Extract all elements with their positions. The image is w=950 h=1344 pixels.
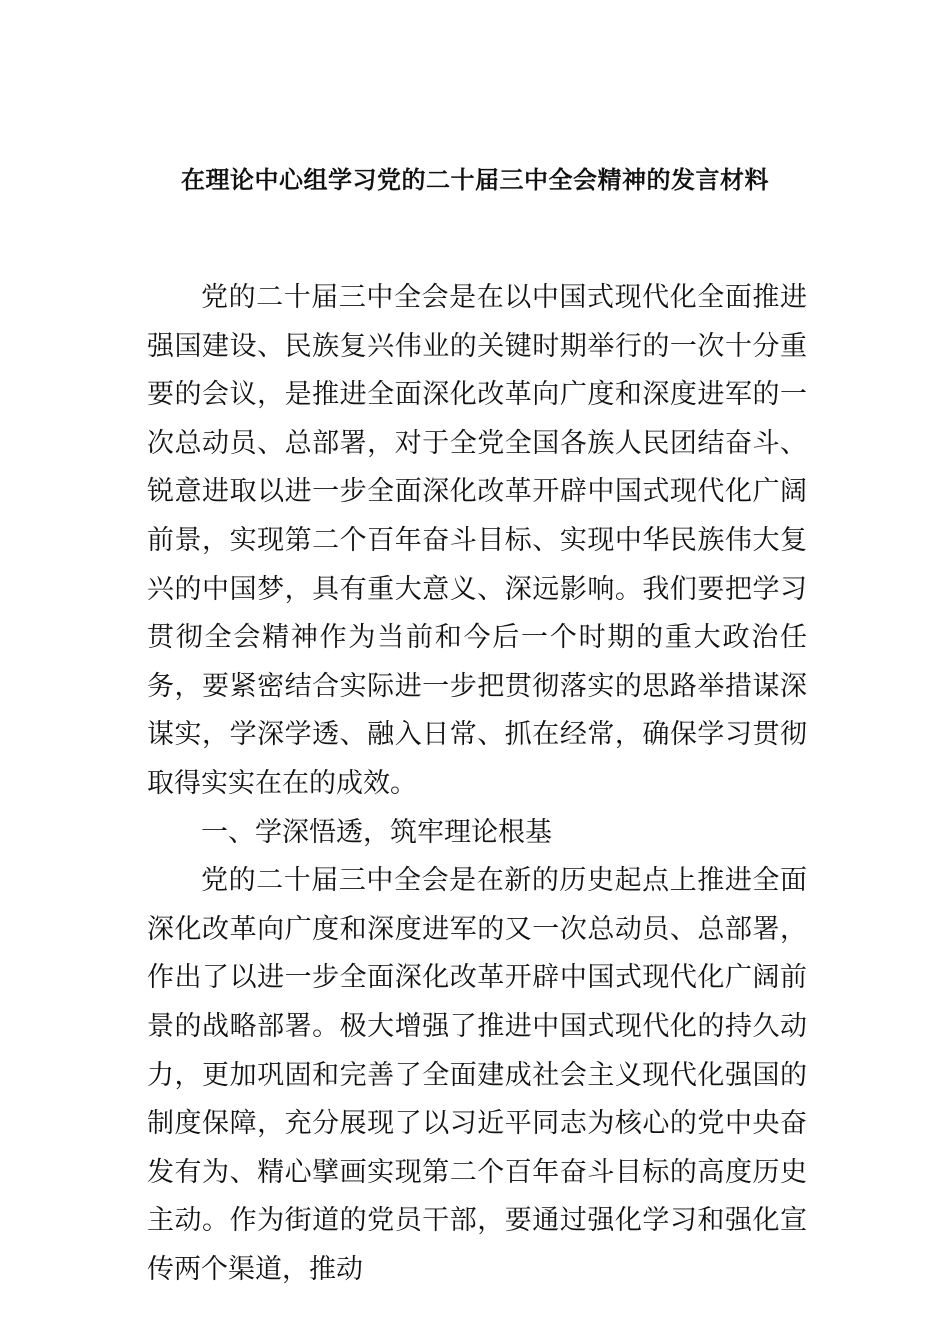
paragraph-section-1: 党的二十届三中全会是在新的历史起点上推进全面深化改革向广度和深度进军的又一次总动员、总部署，作出了以进一步全面深化改革开辟中国式现代化广阔前景的战略部署。极大增强了推进中国式现代化的持久动力，更加巩固和完善了全面建成社会主义现代化强国的制度保障，充分展现了以习近平同志为核心的党中央奋发有为、精心擘画实现第二个百年奋斗目标的高度历史主动。作为街道的党员干部，要通过强化学习和强化宣传两个渠道，推动 bbox=[147, 865, 807, 1285]
document-title: 在理论中心组学习党的二十届三中全会精神的发言材料 bbox=[181, 166, 769, 194]
paragraph-intro: 党的二十届三中全会是在以中国式现代化全面推进强国建设、民族复兴伟业的关键时期举行的一次十分重要的会议，是推进全面深化改革向广度和深度进军的一次总动员、总部署，对于全党全国各族人民团结奋斗、锐意进取以进一步全面深化改革开辟中国式现代化广阔前景，实现第二个百年奋斗目标、实现中华民族伟大复兴的中国梦，具有重大意义、深远影响。我们要把学习贯彻全会精神作为当前和今后一个时期的重大政治任务，要紧密结合实际进一步把贯彻落实的思路举措谋深谋实，学深学透、融入日常、抓在经常，确保学习贯彻取得实实在在的成效。 bbox=[147, 282, 807, 799]
section-heading: 一、学深悟透，筑牢理论根基 bbox=[201, 816, 552, 848]
document-body bbox=[147, 274, 807, 1294]
